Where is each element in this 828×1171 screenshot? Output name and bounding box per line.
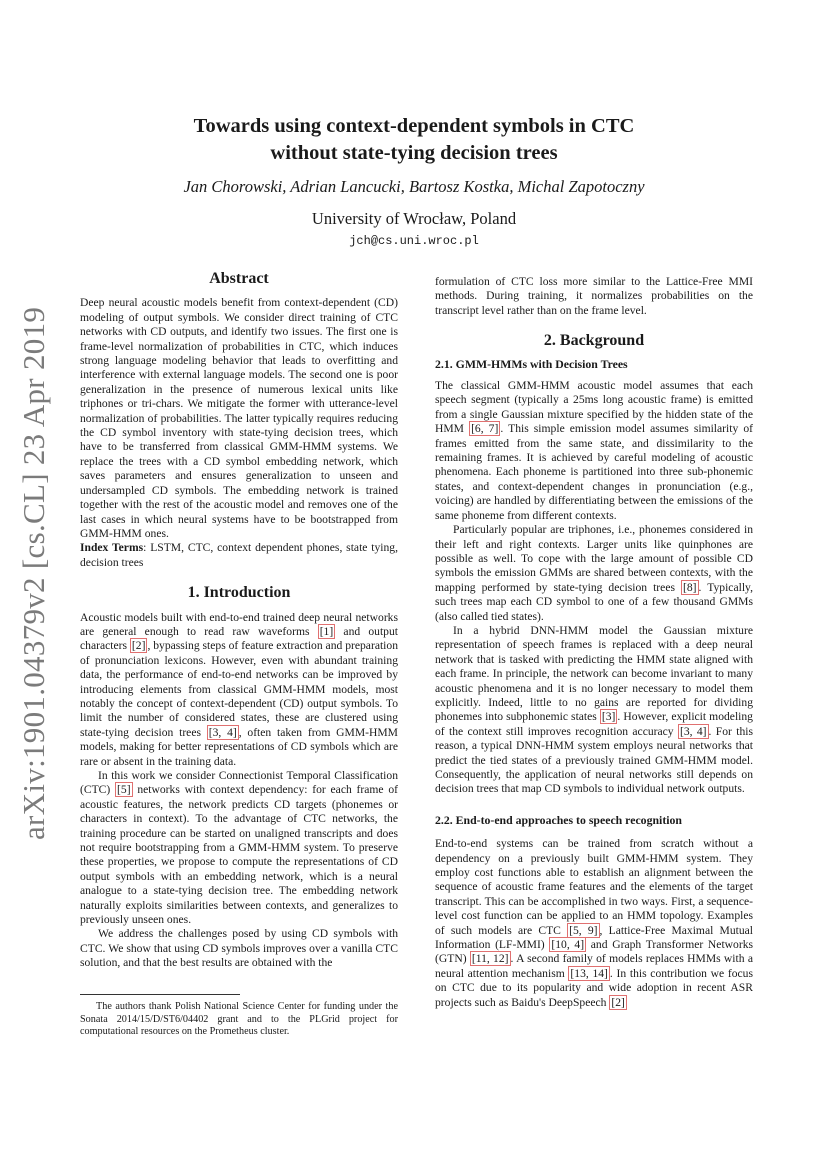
text-span: The classical GMM-HMM acoustic model assumes that each speech segment (typically a 25ms long acoustic frame) is emitted from a single Gaussian mixture specified by the hidden state of the HMM — [435, 379, 753, 436]
text-span: Acoustic models built with end-to-end trained deep neural networks are general enough to read raw waveforms — [80, 610, 398, 638]
citation-link[interactable]: [2] — [131, 639, 146, 653]
continued-paragraph: formulation of CTC loss more similar to the Lattice-Free MMI methods. During training, it normalizes probabilities on the transcript level rather than on the frame level. — [435, 275, 753, 317]
section-2-1-paragraph-3 — [435, 624, 753, 797]
citation-link[interactable]: [13, 14] — [570, 966, 608, 980]
title-line-2: without state-tying decision trees — [270, 142, 558, 164]
footnote-area — [80, 994, 398, 1039]
title-line-1: Towards using context-dependent symbols in CTC — [193, 115, 635, 137]
section-2-1-paragraph-2 — [435, 523, 753, 624]
citation-link[interactable]: [5, 9] — [569, 923, 598, 937]
footnote: The authors thank Polish National Science Center for funding under the Sonata 2014/15/D/ST6/04402 grant and to the PLGrid project for computational resources on the Prometheus cluster. — [80, 1001, 398, 1038]
section-2-1-paragraph-1 — [435, 379, 753, 523]
paper-title — [0, 113, 828, 167]
text-span: In a hybrid DNN-HMM model the Gaussian mixture representation of speech frames is replaced with a deep neural network that is tasked with predicting the HMM state aligned with each frame. In principle, the network can become invariant to many acoustic phenomena and it is no longer necessary to model them explicitly. Indeed, little to no gains are reported for dividing phonemes into subphonemic states — [435, 623, 753, 724]
text-span: End-to-end systems can be trained from scratch without a dependency on a previously built GMM-HMM system. They employ cost functions able to establish an alignment between the sequence of acoustic frame features and the elements of the target transcript. This can be accomplished in two ways. First, a sequence-level cost function can be applied to an HMM topology. Examples of such models are CTC — [435, 837, 753, 937]
text-span: . This simple emission model assumes similarity of frames emitted from the same state, and dissimilarity to the remaining frames. It is achieved by careful modeling of acoustic phenomena. Each phoneme is partitioned into three sub-phonemic states, and context-dependent changes in pronunciation (e.g., voicing) are handled by differentiating between the emissions of the same phoneme from different contexts. — [435, 422, 753, 522]
citation-link[interactable]: [5] — [117, 783, 131, 797]
citation-link[interactable]: [6, 7] — [471, 422, 499, 436]
citation-link[interactable]: [2] — [611, 995, 625, 1009]
section-2-2-paragraph-1 — [435, 837, 753, 1010]
text-span: In this work we consider Connectionist Temporal Classification (CTC) — [80, 769, 398, 797]
citation-link[interactable]: [8] — [682, 580, 697, 594]
citation-link[interactable]: [1] — [319, 624, 334, 638]
index-terms-label: Index Terms — [80, 541, 144, 555]
introduction-heading: 1. Introduction — [187, 584, 291, 602]
intro-paragraph-2 — [80, 769, 398, 927]
abstract-heading: Abstract — [209, 270, 269, 287]
index-terms-text: : LSTM, CTC, context dependent phones, state tying, decision trees — [80, 541, 399, 569]
text-span: networks with context dependency: for each frame of acoustic features, the network predicts CD targets (phonemes or characters in context). To the advantage of CTC networks, the training procedure can be started on unaligned transcripts and does not require bootstrapping from a GMM-HMM system. To preserve these properties, we propose to compute the representations of CD output symbols with an embedding network, which is a neural analogue to a state-tying decision tree. The embedding network naturally exploits similarities between contexts, and generalizes to previously unseen ones. — [80, 783, 398, 927]
text-span: Particularly popular are triphones, i.e., phonemes considered in their left and right contexts. Larger units like quinphones are possible as well. To cope with the large amount of possible CD symbols the emission GMMs are shared between contexts, with the mapping performed by state-tying decision trees — [435, 523, 753, 594]
text-span: . However, explicit modeling of the context still improves recognition accuracy — [435, 710, 753, 738]
text-span: , Lattice-Free Maximal Mutual Information (LF-MMI) — [435, 923, 753, 952]
text-span: . For this reason, a typical DNN-HMM system employs neural networks that predict the tied states of a previously trained GMM-HMM model. Consequently, the application of neural networks still depends on decision trees that map CD symbols to individual network outputs. — [435, 724, 753, 796]
right-column — [435, 275, 753, 1010]
affiliation: University of Wrocław, Poland — [311, 209, 517, 228]
footnote-rule — [80, 994, 240, 995]
citation-link[interactable]: [3, 4] — [208, 725, 237, 739]
text-span: , often taken from GMM-HMM models, making for better representations of CD symbols which are rare or absent in the training data. — [80, 725, 398, 768]
arxiv-stamp: arXiv:1901.04379v2 [cs.CL] 23 Apr 2019 — [16, 306, 51, 840]
citation-link[interactable]: [10, 4] — [551, 938, 585, 952]
text-span: . Typically, such trees map each CD symbol to one of a few thousand GMMs (also called tied states). — [435, 580, 753, 623]
background-heading: 2. Background — [543, 332, 645, 350]
section-2-2-heading: 2.2. End-to-end approaches to speech recognition — [435, 812, 682, 827]
citation-link[interactable]: [3] — [601, 710, 616, 724]
email: jch@cs.uni.wroc.pl — [349, 234, 479, 248]
section-2-1-heading: 2.1. GMM-HMMs with Decision Trees — [435, 356, 628, 371]
authors: Jan Chorowski, Adrian Lancucki, Bartosz Kostka, Michal Zapotoczny — [183, 177, 645, 196]
citation-link[interactable]: [3, 4] — [679, 724, 707, 738]
intro-paragraph-1 — [80, 611, 398, 769]
left-column — [80, 272, 398, 971]
citation-link[interactable]: [11, 12] — [471, 952, 509, 966]
text-span: and Graph Transformer Networks (GTN) — [435, 938, 753, 966]
text-span: . A second family of models replaces HMMs with a neural attention mechanism — [435, 952, 753, 980]
text-span: and output characters — [80, 624, 398, 653]
intro-paragraph-3: We address the challenges posed by using CD symbols with CTC. We show that using CD symbols improves over a vanilla CTC solution, and that the best results are obtained with the — [80, 927, 398, 970]
abstract-text: Deep neural acoustic models benefit from context-dependent (CD) modeling of output symbols. We consider direct training of CTC networks with CD outputs, and identify two issues. The first one is frame-level normalization of probabilities in CTC, which induces strong language modeling behavior that leads to overfitting and interference with external language models. The second one is poor generalization in the presence of numerous lexical units like triphones or tri-chars. We mitigate the former with utterance-level normalization of probabilities. The latter typically requires reducing the CD symbol inventory with state-tying decision trees, which have to be transferred from classical GMM-HMM systems. We replace the trees with a CD symbol embedding network, which saves parameters and ensures generalization to unseen and undersampled CD symbols. The embedding network is trained together with the rest of the acoustic model and removes one of the last cases in which neural systems have to be bootstrapped from GMM-HMM ones. — [80, 296, 398, 540]
text-span: . In this contribution we focus on CTC due to its popularity and wide adoption in recent ASR projects such as Baidu's DeepSpeech — [435, 966, 753, 1009]
text-span: , bypassing steps of feature extraction and preparation of pronunciation lexicons. However, even with abundant training data, the performance of end-to-end networks can be improved by introducing elements from classical GMM-HMM models, most notably the concept of context-dependent (CD) output symbols. To limit the number of considered states, these are clustered using state-tying decision trees — [80, 639, 398, 739]
index-terms — [80, 541, 398, 570]
